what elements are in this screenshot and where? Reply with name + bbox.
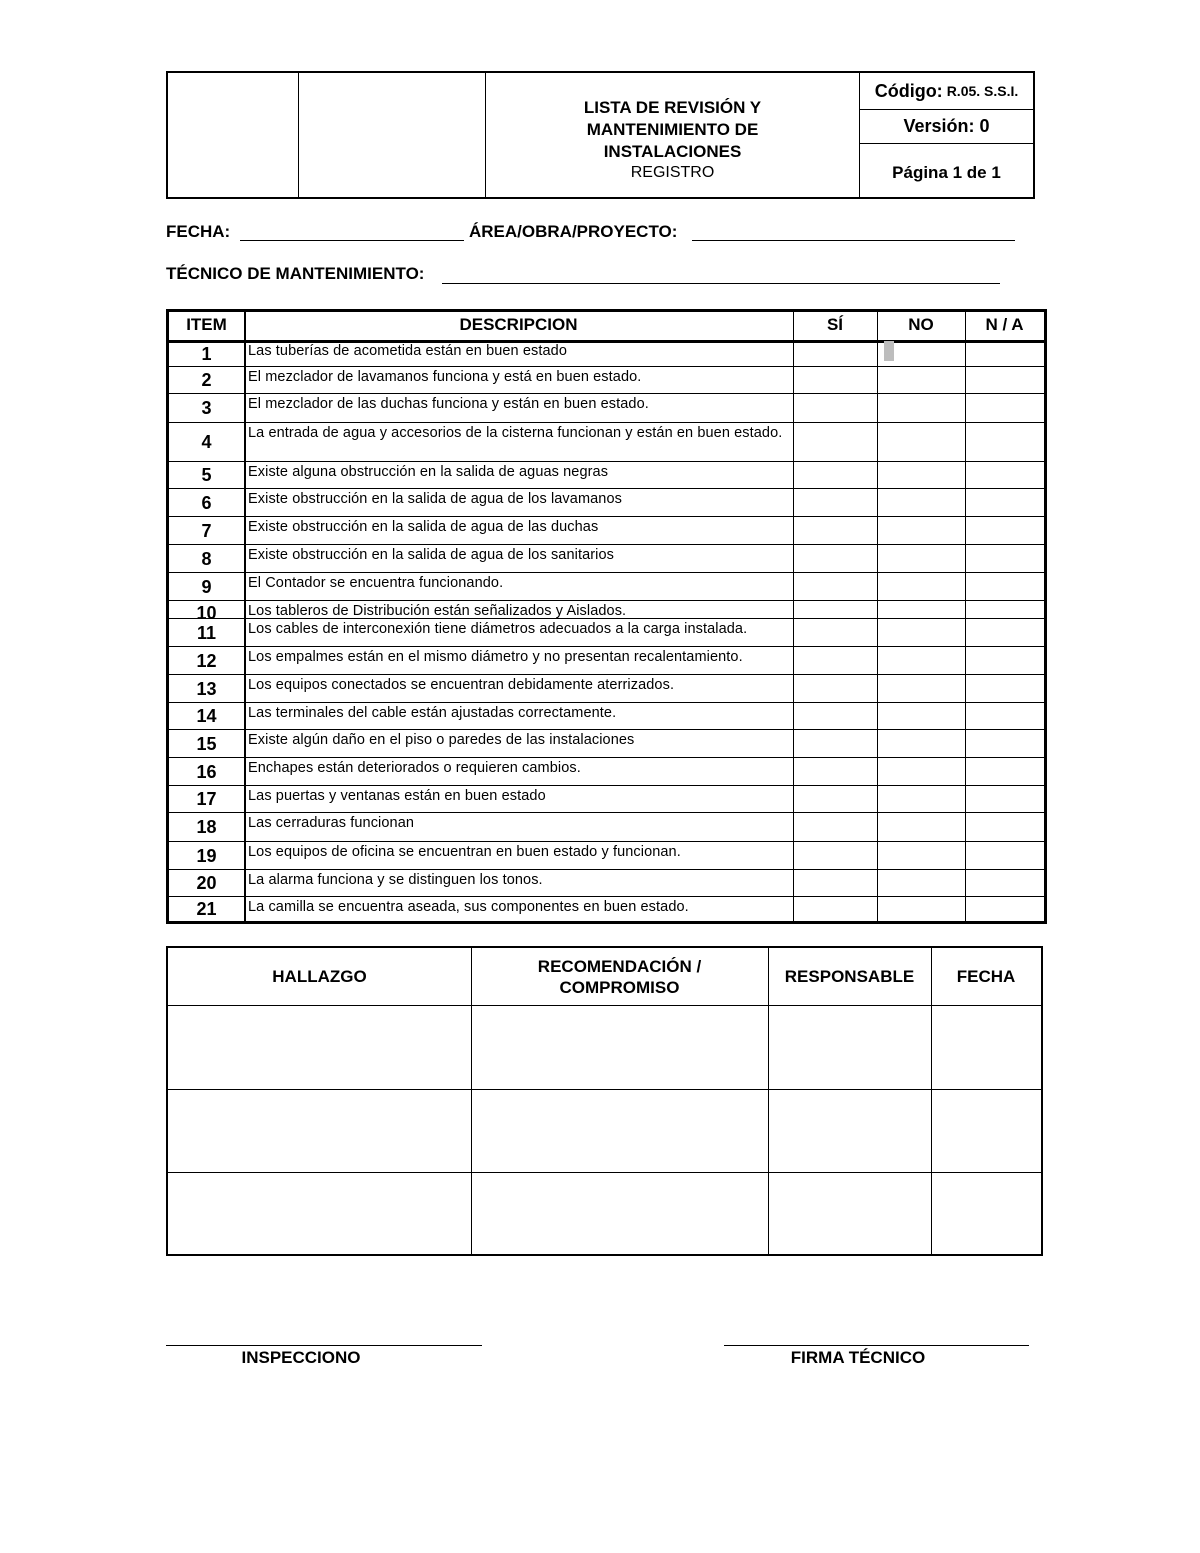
item-number: 21 (196, 898, 217, 919)
tecnico-label: TÉCNICO DE MANTENIMIENTO: (166, 264, 425, 283)
item-description: Existe obstrucción en la salida de agua de las duchas (248, 519, 599, 535)
item-number: 7 (201, 520, 212, 541)
si-checkbox-cell[interactable] (793, 758, 877, 786)
no-checkbox-cell[interactable] (877, 619, 965, 647)
item-number: 20 (196, 873, 217, 893)
item-number: 10 (196, 603, 217, 623)
item-number: 19 (196, 845, 217, 866)
na-checkbox-cell[interactable] (965, 545, 1044, 573)
si-checkbox-cell[interactable] (793, 786, 877, 813)
na-checkbox-cell[interactable] (965, 341, 1044, 367)
item-number: 9 (201, 576, 212, 597)
row-divider (168, 1089, 1041, 1090)
si-checkbox-cell[interactable] (793, 394, 877, 423)
item-number: 12 (196, 650, 217, 671)
no-checkbox-cell[interactable] (877, 367, 965, 394)
title-line-2: MANTENIMIENTO DE (586, 120, 759, 139)
hallazgo-header: HALLAZGO (272, 967, 367, 986)
item-description: Los empalmes están en el mismo diámetro y no presentan recalentamiento. (248, 649, 743, 665)
item-number: 15 (196, 733, 217, 754)
item-description: La alarma funciona y se distinguen los tonos. (248, 872, 543, 888)
si-checkbox-cell[interactable] (793, 341, 877, 367)
si-checkbox-cell[interactable] (793, 842, 877, 870)
item-number: 13 (196, 678, 217, 699)
item-number: 2 (201, 370, 212, 390)
na-checkbox-cell[interactable] (965, 573, 1044, 601)
title-cell (486, 73, 860, 197)
row-divider (168, 1005, 1041, 1006)
findings-table (166, 946, 1043, 1256)
na-checkbox-cell[interactable] (965, 423, 1044, 462)
item-number: 4 (201, 432, 212, 452)
code-row (860, 73, 1033, 110)
na-checkbox-cell[interactable] (965, 462, 1044, 489)
item-number: 11 (196, 622, 217, 643)
item-description: Las puertas y ventanas están en buen estado (248, 788, 546, 804)
no-header: NO (908, 315, 934, 334)
item-description: Los equipos de oficina se encuentran en buen estado y funcionan. (248, 844, 681, 860)
no-checkbox-cell[interactable] (877, 517, 965, 545)
no-checkbox-cell[interactable] (877, 394, 965, 423)
no-checkbox-cell[interactable] (877, 489, 965, 517)
item-description: Las cerraduras funcionan (248, 815, 415, 831)
si-checkbox-cell[interactable] (793, 870, 877, 897)
si-checkbox-cell[interactable] (793, 462, 877, 489)
doc-info-cell (860, 73, 1033, 197)
si-checkbox-cell[interactable] (793, 647, 877, 675)
na-checkbox-cell[interactable] (965, 675, 1044, 703)
na-checkbox-cell[interactable] (965, 730, 1044, 758)
version-row: Versión: 0 (860, 110, 1033, 144)
na-checkbox-cell[interactable] (965, 647, 1044, 675)
item-number: 1 (201, 343, 212, 364)
item-description: El mezclador de lavamanos funciona y está en buen estado. (248, 369, 642, 385)
no-checkbox-cell[interactable] (877, 601, 965, 619)
na-checkbox-cell[interactable] (965, 813, 1044, 842)
si-checkbox-cell[interactable] (793, 573, 877, 601)
area-label: ÁREA/OBRA/PROYECTO: (469, 222, 678, 241)
no-checkbox-cell[interactable] (877, 647, 965, 675)
item-header: ITEM (186, 315, 227, 334)
na-checkbox-cell[interactable] (965, 489, 1044, 517)
item-description: La camilla se encuentra aseada, sus componentes en buen estado. (248, 899, 689, 915)
item-number: 18 (196, 817, 217, 837)
item-description: Enchapes están deteriorados o requieren cambios. (248, 760, 581, 776)
si-header: SÍ (826, 315, 844, 334)
fecha-label: FECHA: (166, 222, 231, 241)
si-checkbox-cell[interactable] (793, 675, 877, 703)
no-checkbox-cell[interactable] (877, 423, 965, 462)
responsable-header: RESPONSABLE (784, 967, 915, 986)
recomendacion-line-1: RECOMENDACIÓN / (537, 956, 702, 976)
subtitle: REGISTRO (630, 164, 715, 181)
item-description: El Contador se encuentra funcionando. (248, 575, 504, 591)
si-checkbox-cell[interactable] (793, 545, 877, 573)
item-description: Los cables de interconexión tiene diámetros adecuados a la carga instalada. (248, 621, 748, 637)
code-label: Código: (874, 80, 943, 101)
technician-signature-line[interactable] (724, 1345, 1029, 1346)
page-row: Página 1 de 1 (892, 162, 1001, 182)
technician-signature-label: FIRMA TÉCNICO (790, 1348, 926, 1367)
checklist-table (166, 309, 1047, 924)
no-checkbox-cell[interactable] (877, 870, 965, 897)
si-checkbox-cell[interactable] (793, 619, 877, 647)
item-description: Las tuberías de acometida están en buen estado (248, 343, 567, 359)
tecnico-field[interactable] (442, 283, 1000, 284)
item-number: 3 (201, 398, 212, 418)
no-checkbox-cell[interactable] (877, 462, 965, 489)
document-header (166, 71, 1035, 199)
item-description: Existe alguna obstrucción en la salida de aguas negras (248, 464, 609, 480)
no-checkbox-cell[interactable] (877, 703, 965, 730)
no-checkbox-cell[interactable] (877, 573, 965, 601)
na-checkbox-cell[interactable] (965, 758, 1044, 786)
si-checkbox-cell[interactable] (793, 423, 877, 462)
si-checkbox-cell[interactable] (793, 813, 877, 842)
no-checkbox-cell[interactable] (877, 730, 965, 758)
no-checkbox-cell[interactable] (877, 813, 965, 842)
area-field[interactable] (692, 240, 1015, 241)
na-checkbox-cell[interactable] (965, 786, 1044, 813)
na-checkbox-cell[interactable] (965, 703, 1044, 730)
title-line-3: INSTALACIONES (603, 142, 742, 161)
na-checkbox-cell[interactable] (965, 897, 1044, 921)
item-number: 8 (201, 548, 212, 569)
code-value: R.05. S.S.I. (946, 83, 1019, 99)
si-checkbox-cell[interactable] (793, 517, 877, 545)
recomendacion-header (471, 948, 768, 1005)
no-checkbox-cell[interactable] (877, 786, 965, 813)
na-checkbox-cell[interactable] (965, 619, 1044, 647)
na-checkbox-cell[interactable] (965, 394, 1044, 423)
inspector-signature-line[interactable] (166, 1345, 482, 1346)
item-number: 5 (201, 465, 212, 485)
descripcion-header: DESCRIPCION (459, 315, 578, 334)
company-cell (299, 73, 486, 197)
item-description: La entrada de agua y accesorios de la cisterna funcionan y están en buen estado. (248, 425, 783, 441)
item-number: 6 (201, 492, 212, 513)
recomendacion-line-2: COMPROMISO (559, 977, 680, 997)
no-checkbox-cell[interactable] (877, 842, 965, 870)
item-number: 14 (196, 706, 217, 726)
si-checkbox-cell[interactable] (793, 601, 877, 619)
logo-cell (168, 73, 299, 197)
na-checkbox-cell[interactable] (965, 517, 1044, 545)
title-line-1: LISTA DE REVISIÓN Y (583, 98, 762, 117)
item-description: Existe algún daño en el piso o paredes de las instalaciones (248, 732, 635, 748)
item-description: El mezclador de las duchas funciona y están en buen estado. (248, 396, 649, 412)
item-number: 17 (196, 789, 217, 809)
inspector-signature-label: INSPECCIONO (241, 1348, 361, 1367)
no-checkbox-cell[interactable] (877, 897, 965, 921)
si-checkbox-cell[interactable] (793, 897, 877, 921)
no-checkbox-cell[interactable] (877, 545, 965, 573)
si-checkbox-cell[interactable] (793, 703, 877, 730)
na-header: N / A (985, 315, 1024, 334)
na-checkbox-cell[interactable] (965, 842, 1044, 870)
na-checkbox-cell[interactable] (965, 601, 1044, 619)
scan-mark (884, 341, 894, 361)
fecha-header: FECHA (956, 967, 1016, 986)
item-description: Existe obstrucción en la salida de agua de los sanitarios (248, 547, 614, 563)
fecha-field[interactable] (240, 240, 464, 241)
item-description: Los equipos conectados se encuentran debidamente aterrizados. (248, 677, 675, 693)
na-checkbox-cell[interactable] (965, 870, 1044, 897)
item-description: Las terminales del cable están ajustadas correctamente. (248, 705, 617, 721)
si-checkbox-cell[interactable] (793, 489, 877, 517)
item-description: Los tableros de Distribución están señalizados y Aislados. (248, 603, 627, 619)
no-checkbox-cell[interactable] (877, 758, 965, 786)
row-divider (168, 1172, 1041, 1173)
na-checkbox-cell[interactable] (965, 367, 1044, 394)
si-checkbox-cell[interactable] (793, 367, 877, 394)
si-checkbox-cell[interactable] (793, 730, 877, 758)
item-description: Existe obstrucción en la salida de agua de los lavamanos (248, 491, 622, 507)
no-checkbox-cell[interactable] (877, 675, 965, 703)
item-number: 16 (196, 761, 217, 782)
